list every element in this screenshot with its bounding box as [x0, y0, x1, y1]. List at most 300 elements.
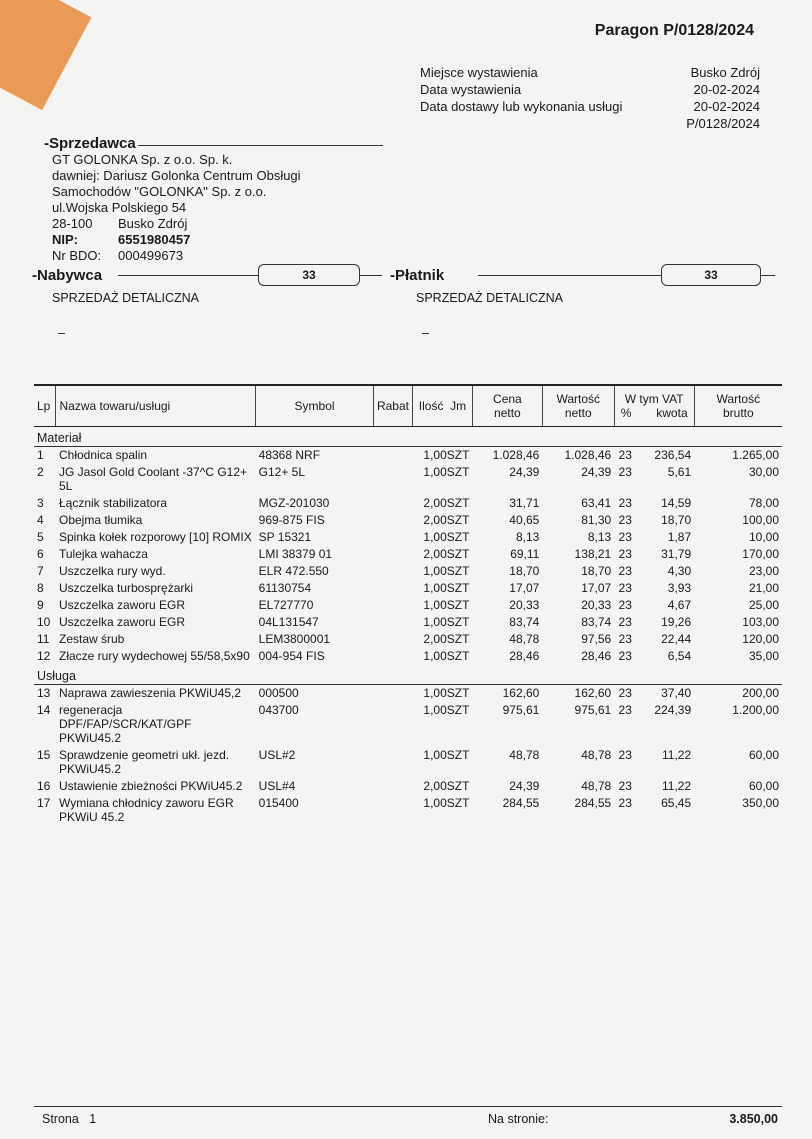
cell-vat: 23 [618, 496, 632, 510]
cell-qty: 1,00 [423, 796, 447, 810]
cell-name: Uszczelka rury wyd. [58, 564, 166, 578]
header-qty [412, 385, 472, 427]
cell-price: 17,07 [509, 581, 540, 595]
cell-gross: 200,00 [742, 686, 779, 700]
cell-lp: 2 [37, 465, 44, 479]
cell-price: 8,13 [515, 530, 540, 544]
cell-net: 975,61 [574, 703, 612, 717]
cell-qty-jm [412, 795, 472, 826]
cell-qty: 2,00 [423, 547, 447, 561]
cell-qty-jm [412, 778, 472, 795]
header-vat-title: W tym VAT [624, 392, 684, 406]
cell-gross: 60,00 [748, 748, 779, 762]
cell-vat: 23 [618, 448, 632, 462]
cell-vat-amt: 224,39 [654, 703, 692, 717]
seller-bdo: 000499673 [118, 248, 184, 263]
table-row [34, 580, 782, 597]
seller-heading [44, 135, 136, 152]
cell-vat-amt: 1,87 [667, 530, 692, 544]
cell-rabat [373, 614, 412, 631]
buyer-dash: – [58, 326, 65, 340]
cell-symbol: 004-954 FIS [258, 649, 325, 663]
cell-price: 31,71 [509, 496, 540, 510]
cell-jm: SZT [446, 448, 470, 462]
cell-price: 24,39 [509, 779, 540, 793]
meta-label-issue-date: Data wystawienia [420, 82, 522, 97]
cell-symbol: USL#4 [258, 779, 296, 793]
cell-symbol: LMI 38379 01 [258, 547, 333, 561]
header-symbol: Symbol [256, 385, 374, 427]
payer-dash: – [422, 326, 429, 340]
table-row [34, 447, 782, 465]
cell-vat-amt: 31,79 [661, 547, 692, 561]
cell-lp: 11 [37, 632, 50, 646]
cell-qty: 1,00 [423, 448, 447, 462]
cell-symbol: 015400 [258, 796, 299, 810]
cell-gross: 1.265,00 [732, 448, 779, 462]
cell-lp: 13 [37, 686, 51, 700]
buyer-heading-text: Nabywca [37, 267, 103, 284]
cell-net: 20,33 [581, 598, 612, 612]
cell-net: 17,07 [581, 581, 612, 595]
footer-on-page-label: Na stronie: [488, 1112, 549, 1126]
cell-price: 83,74 [509, 615, 540, 629]
cell-net: 18,70 [581, 564, 612, 578]
cell-symbol: SP 15321 [258, 530, 312, 544]
meta-values [686, 64, 760, 132]
payer-number-box: 33 [661, 264, 761, 286]
cell-gross: 120,00 [742, 632, 779, 646]
seller-line3: Samochodów "GOLONKA" Sp. z o.o. [52, 184, 267, 199]
meta-value-place: Busko Zdrój [690, 65, 760, 80]
cell-gross: 78,00 [748, 496, 779, 510]
header-net-value-l2: netto [564, 406, 592, 420]
meta-labels [420, 64, 622, 115]
cell-price: 20,33 [509, 598, 540, 612]
header-name: Nazwa towaru/usługi [56, 385, 256, 427]
cell-lp: 4 [37, 513, 44, 527]
cell-gross: 170,00 [742, 547, 779, 561]
items-body [34, 427, 782, 827]
group-name: Materiał [34, 427, 782, 447]
seller-heading-text: Sprzedawca [49, 135, 136, 152]
seller-nip: 6551980457 [118, 232, 191, 247]
cell-jm: SZT [446, 632, 470, 646]
cell-vat: 23 [618, 581, 632, 595]
cell-symbol: USL#2 [258, 748, 296, 762]
group-row [34, 427, 782, 447]
cell-qty: 1,00 [423, 564, 447, 578]
cell-vat: 23 [618, 649, 632, 663]
table-row [34, 495, 782, 512]
table-row [34, 702, 782, 747]
cell-name: Zestaw śrub [58, 632, 125, 646]
header-vat-pct: % [620, 406, 632, 420]
cell-lp: 3 [37, 496, 44, 510]
seller-nip-label: NIP: [52, 232, 78, 247]
cell-jm: SZT [446, 564, 470, 578]
cell-rabat [373, 464, 412, 495]
cell-qty-jm [412, 447, 472, 465]
header-qty-label: Ilość [418, 399, 444, 413]
cell-qty: 2,00 [423, 513, 447, 527]
cell-vat-amt: 14,59 [661, 496, 692, 510]
cell-net: 138,21 [574, 547, 612, 561]
payer-heading-dash: - [390, 267, 395, 284]
cell-vat-amt: 3,93 [667, 581, 692, 595]
seller-nip-row [52, 232, 301, 248]
cell-price: 24,39 [509, 465, 540, 479]
header-net-value-l1: Wartość [556, 392, 601, 406]
table-row [34, 747, 782, 778]
cell-qty-jm [412, 495, 472, 512]
cell-price: 284,55 [502, 796, 540, 810]
cell-gross: 23,00 [748, 564, 779, 578]
cell-vat: 23 [618, 748, 632, 762]
cell-net: 83,74 [581, 615, 612, 629]
cell-qty-jm [412, 580, 472, 597]
meta-label-delivery-date: Data dostawy lub wykonania usługi [420, 99, 623, 114]
cell-vat: 23 [618, 615, 632, 629]
cell-jm: SZT [446, 703, 470, 717]
header-price [472, 385, 542, 427]
cell-lp: 10 [37, 615, 51, 629]
cell-gross: 30,00 [748, 465, 779, 479]
cell-rabat [373, 747, 412, 778]
cell-jm: SZT [446, 615, 470, 629]
cell-qty-jm [412, 529, 472, 546]
cell-name: Obejma tłumika [58, 513, 143, 527]
cell-rabat [373, 580, 412, 597]
header-vat [614, 385, 694, 427]
header-price-l2: netto [494, 406, 521, 420]
cell-gross: 100,00 [742, 513, 779, 527]
cell-gross: 350,00 [742, 796, 779, 810]
seller-line4: ul.Wojska Polskiego 54 [52, 200, 187, 215]
cell-rabat [373, 597, 412, 614]
meta-value-issue-date: 20-02-2024 [693, 82, 760, 97]
cell-name: JG Jasol Gold Coolant -37^C G12+ 5L [58, 465, 248, 493]
cell-qty: 1,00 [423, 748, 447, 762]
header-vat-sub [615, 406, 694, 420]
cell-qty: 1,00 [423, 465, 447, 479]
cell-lp: 5 [37, 530, 44, 544]
cell-vat-amt: 4,30 [667, 564, 692, 578]
cell-qty: 1,00 [423, 581, 447, 595]
table-row [34, 597, 782, 614]
cell-qty-jm [412, 702, 472, 747]
cell-rabat [373, 495, 412, 512]
cell-vat: 23 [618, 598, 632, 612]
cell-qty: 2,00 [423, 779, 447, 793]
cell-rabat [373, 778, 412, 795]
seller-line1: GT GOLONKA Sp. z o.o. Sp. k. [52, 152, 233, 167]
cell-name: Chłodnica spalin [58, 448, 148, 462]
cell-name: Uszczelka turbosprężarki [58, 581, 194, 595]
cell-qty-jm [412, 648, 472, 665]
cell-price: 18,70 [509, 564, 540, 578]
cell-net: 97,56 [581, 632, 612, 646]
cell-name: Spinka kołek rozporowy [10] ROMIX [58, 530, 252, 544]
cell-lp: 14 [37, 703, 51, 717]
cell-lp: 15 [37, 748, 51, 762]
cell-name: Naprawa zawieszenia PKWiU45,2 [58, 686, 242, 700]
cell-price: 69,11 [510, 547, 540, 561]
cell-symbol: LEM3800001 [258, 632, 331, 646]
cell-vat-amt: 4,67 [667, 598, 692, 612]
cell-qty-jm [412, 546, 472, 563]
cell-name: Ustawienie zbieżności PKWiU45.2 [58, 779, 243, 793]
cell-qty: 1,00 [423, 530, 447, 544]
seller-bdo-label: Nr BDO: [52, 248, 102, 263]
cell-lp: 1 [37, 448, 44, 462]
cell-qty-jm [412, 512, 472, 529]
cell-jm: SZT [446, 547, 470, 561]
cell-symbol: MGZ-201030 [258, 496, 330, 510]
header-lp: Lp [34, 385, 56, 427]
payer-heading [390, 267, 444, 284]
cell-qty-jm [412, 747, 472, 778]
cell-jm: SZT [446, 779, 470, 793]
cell-qty: 1,00 [423, 598, 447, 612]
cell-gross: 60,00 [748, 779, 779, 793]
cell-qty-jm [412, 614, 472, 631]
cell-rabat [373, 546, 412, 563]
cell-vat-amt: 11,22 [661, 779, 692, 793]
items-table [34, 384, 782, 826]
cell-qty-jm [412, 464, 472, 495]
seller-city-row [52, 216, 301, 232]
table-row [34, 529, 782, 546]
cell-name: Łącznik stabilizatora [58, 496, 168, 510]
cell-qty: 1,00 [423, 703, 447, 717]
cell-vat-amt: 6,54 [667, 649, 692, 663]
cell-gross: 1.200,00 [732, 703, 779, 717]
cell-symbol: EL727770 [258, 598, 314, 612]
header-jm-label: Jm [450, 399, 467, 413]
cell-name: Złacze rury wydechowej 55/58,5x90 [58, 649, 250, 663]
table-row [34, 685, 782, 703]
cell-vat: 23 [618, 779, 632, 793]
cell-jm: SZT [446, 465, 470, 479]
seller-line2: dawniej: Dariusz Golonka Centrum Obsługi [52, 168, 301, 183]
seller-bdo-row [52, 248, 301, 264]
cell-jm: SZT [446, 796, 470, 810]
cell-price: 1.028,46 [492, 448, 540, 462]
cell-lp: 9 [37, 598, 44, 612]
footer-page-label: Strona [42, 1112, 79, 1126]
buyer-name: SPRZEDAŻ DETALICZNA [52, 291, 200, 305]
cell-vat-amt: 236,54 [654, 448, 692, 462]
footer-rule [34, 1106, 782, 1107]
cell-rabat [373, 447, 412, 465]
cell-jm: SZT [446, 598, 470, 612]
cell-vat: 23 [618, 796, 632, 810]
buyer-heading-dash: - [32, 267, 37, 284]
table-row [34, 512, 782, 529]
cell-qty-jm [412, 597, 472, 614]
cell-jm: SZT [446, 530, 470, 544]
cell-net: 8,13 [587, 530, 612, 544]
table-row [34, 648, 782, 665]
cell-vat-amt: 18,70 [661, 513, 692, 527]
cell-gross: 10,00 [748, 530, 779, 544]
cell-rabat [373, 529, 412, 546]
cell-net: 81,30 [581, 513, 612, 527]
cell-lp: 7 [37, 564, 44, 578]
cell-gross: 103,00 [742, 615, 779, 629]
cell-rabat [373, 512, 412, 529]
cell-jm: SZT [446, 513, 470, 527]
cell-qty-jm [412, 563, 472, 580]
header-gross-l1: Wartość [716, 392, 761, 406]
cell-net: 28,46 [581, 649, 612, 663]
header-gross [694, 385, 782, 427]
cell-symbol: 000500 [258, 686, 299, 700]
cell-symbol: 61130754 [258, 581, 312, 595]
cell-rabat [373, 795, 412, 826]
seller-rule [138, 145, 383, 146]
header-vat-amount: kwota [656, 406, 688, 420]
cell-vat-amt: 5,61 [667, 465, 692, 479]
seller-block [52, 152, 301, 264]
cell-rabat [373, 685, 412, 703]
table-row [34, 795, 782, 826]
cell-symbol: 969-875 FIS [258, 513, 325, 527]
group-name: Usługa [34, 665, 782, 685]
cell-jm: SZT [446, 686, 470, 700]
header-price-l1: Cena [493, 392, 522, 406]
cell-name: Wymiana chłodnicy zaworu EGR PKWiU 45.2 [58, 796, 234, 824]
cell-vat: 23 [618, 465, 632, 479]
meta-value-delivery-date: 20-02-2024 [693, 99, 760, 114]
corner-sticker [0, 0, 91, 110]
seller-heading-dash: - [44, 135, 49, 152]
cell-symbol: 48368 NRF [258, 448, 321, 462]
header-gross-l2: brutto [722, 406, 754, 420]
cell-qty: 2,00 [423, 632, 447, 646]
cell-name: Tulejka wahacza [58, 547, 148, 561]
payer-rule-right [761, 275, 775, 276]
footer-page [42, 1112, 96, 1126]
cell-qty: 1,00 [423, 649, 447, 663]
header-net-value [542, 385, 614, 427]
cell-jm: SZT [446, 748, 470, 762]
cell-symbol: 04L131547 [258, 615, 319, 629]
cell-jm: SZT [446, 496, 470, 510]
cell-lp: 16 [37, 779, 51, 793]
seller-postcode: 28-100 [52, 216, 93, 231]
buyer-number-box: 33 [258, 264, 360, 286]
cell-gross: 21,00 [748, 581, 779, 595]
cell-vat: 23 [618, 513, 632, 527]
seller-city: Busko Zdrój [118, 216, 188, 231]
cell-vat: 23 [618, 530, 632, 544]
cell-name: Sprawdzenie geometri ukł. jezd. PKWiU45.2 [58, 748, 230, 776]
cell-vat-amt: 11,22 [661, 748, 692, 762]
cell-symbol: G12+ 5L [258, 465, 306, 479]
cell-lp: 17 [37, 796, 51, 810]
table-row [34, 464, 782, 495]
cell-jm: SZT [446, 581, 470, 595]
cell-price: 162,60 [502, 686, 540, 700]
cell-gross: 35,00 [748, 649, 779, 663]
cell-price: 975,61 [502, 703, 540, 717]
cell-vat-amt: 19,26 [661, 615, 692, 629]
cell-vat-amt: 65,45 [661, 796, 692, 810]
cell-name: Uszczelka zaworu EGR [58, 598, 186, 612]
table-row [34, 778, 782, 795]
cell-vat: 23 [618, 703, 632, 717]
cell-net: 24,39 [581, 465, 612, 479]
payer-heading-text: Płatnik [395, 267, 445, 284]
payer-rule-left [478, 275, 661, 276]
footer-page-number: 1 [89, 1112, 97, 1126]
cell-rabat [373, 563, 412, 580]
cell-vat: 23 [618, 686, 632, 700]
cell-vat: 23 [618, 632, 632, 646]
cell-lp: 12 [37, 649, 51, 663]
header-rabat: Rabat [373, 385, 412, 427]
buyer-rule-left [118, 275, 258, 276]
cell-lp: 8 [37, 581, 44, 595]
cell-vat-amt: 37,40 [661, 686, 692, 700]
table-row [34, 563, 782, 580]
cell-price: 48,78 [509, 632, 540, 646]
buyer-heading [32, 267, 102, 284]
document-title: Paragon P/0128/2024 [594, 22, 754, 39]
cell-qty: 1,00 [423, 686, 447, 700]
cell-name: Uszczelka zaworu EGR [58, 615, 186, 629]
table-row [34, 546, 782, 563]
cell-net: 48,78 [581, 748, 612, 762]
payer-name: SPRZEDAŻ DETALICZNA [416, 291, 564, 305]
group-row [34, 665, 782, 685]
cell-qty: 1,00 [423, 615, 447, 629]
table-header-row [34, 385, 782, 427]
cell-name: regeneracja DPF/FAP/SCR/KAT/GPF PKWiU45.2 [58, 703, 192, 745]
cell-net: 162,60 [574, 686, 612, 700]
buyer-rule-right [360, 275, 382, 276]
cell-rabat [373, 631, 412, 648]
cell-net: 63,41 [581, 496, 612, 510]
cell-vat: 23 [618, 547, 632, 561]
cell-symbol: ELR 472.550 [258, 564, 329, 578]
cell-net: 48,78 [581, 779, 612, 793]
cell-rabat [373, 648, 412, 665]
cell-qty-jm [412, 685, 472, 703]
cell-price: 28,46 [509, 649, 540, 663]
cell-qty: 2,00 [423, 496, 447, 510]
cell-qty-jm [412, 631, 472, 648]
cell-net: 1.028,46 [564, 448, 612, 462]
table-row [34, 614, 782, 631]
cell-symbol: 043700 [258, 703, 299, 717]
footer-on-page-total: 3.850,00 [729, 1112, 778, 1126]
cell-vat: 23 [618, 564, 632, 578]
cell-price: 40,65 [509, 513, 540, 527]
cell-vat-amt: 22,44 [661, 632, 692, 646]
cell-lp: 6 [37, 547, 44, 561]
cell-rabat [373, 702, 412, 747]
meta-label-place: Miejsce wystawienia [420, 65, 538, 80]
cell-gross: 25,00 [748, 598, 779, 612]
document-ref: P/0128/2024 [686, 116, 760, 131]
cell-jm: SZT [446, 649, 470, 663]
cell-net: 284,55 [574, 796, 612, 810]
table-row [34, 631, 782, 648]
cell-price: 48,78 [509, 748, 540, 762]
